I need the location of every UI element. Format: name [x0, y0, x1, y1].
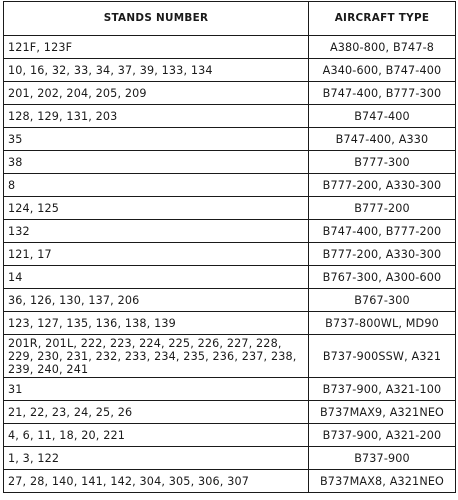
stands-cell: 14	[4, 266, 309, 289]
stands-cell: 201, 202, 204, 205, 209	[4, 82, 309, 105]
aircraft-type-cell: B737-900	[309, 447, 456, 470]
table-row	[4, 289, 456, 312]
table-row	[4, 378, 456, 401]
stands-cell: 10, 16, 32, 33, 34, 37, 39, 133, 134	[4, 59, 309, 82]
aircraft-type-cell: B737-900, A321-100	[309, 378, 456, 401]
stands-cell: 36, 126, 130, 137, 206	[4, 289, 309, 312]
stands-aircraft-table	[3, 1, 456, 493]
table-row	[4, 151, 456, 174]
table-row	[4, 401, 456, 424]
table-row	[4, 266, 456, 289]
aircraft-type-cell: A380-800, B747-8	[309, 36, 456, 59]
aircraft-type-cell: B737MAX9, A321NEO	[309, 401, 456, 424]
aircraft-type-cell: B737-900, A321-200	[309, 424, 456, 447]
stands-cell: 38	[4, 151, 309, 174]
stands-cell: 132	[4, 220, 309, 243]
aircraft-type-cell: B767-300	[309, 289, 456, 312]
table-header	[4, 2, 456, 36]
stands-cell: 27, 28, 140, 141, 142, 304, 305, 306, 307	[4, 470, 309, 493]
table-row	[4, 128, 456, 151]
header-stands-number: STANDS NUMBER	[4, 2, 309, 36]
aircraft-type-cell: B767-300, A300-600	[309, 266, 456, 289]
table-row	[4, 36, 456, 59]
stands-cell: 201R, 201L, 222, 223, 224, 225, 226, 227, 228, 229, 230, 231, 232, 233, 234, 235, 236, 237, 238, 239, 240, 241	[4, 335, 309, 378]
aircraft-type-cell: B747-400, A330	[309, 128, 456, 151]
stands-cell: 4, 6, 11, 18, 20, 221	[4, 424, 309, 447]
aircraft-type-cell: B737-900SSW, A321	[309, 335, 456, 378]
aircraft-type-cell: B777-200	[309, 197, 456, 220]
aircraft-type-cell: A340-600, B747-400	[309, 59, 456, 82]
stands-cell: 128, 129, 131, 203	[4, 105, 309, 128]
aircraft-type-cell: B777-200, A330-300	[309, 243, 456, 266]
stands-cell: 1, 3, 122	[4, 447, 309, 470]
table-row	[4, 59, 456, 82]
stands-cell: 124, 125	[4, 197, 309, 220]
table-row	[4, 243, 456, 266]
header-row	[4, 2, 456, 36]
stands-cell: 121, 17	[4, 243, 309, 266]
stands-cell: 121F, 123F	[4, 36, 309, 59]
stands-cell: 35	[4, 128, 309, 151]
table-row	[4, 424, 456, 447]
aircraft-type-cell: B777-200, A330-300	[309, 174, 456, 197]
table-row	[4, 82, 456, 105]
table-row	[4, 470, 456, 493]
aircraft-type-cell: B737-800WL, MD90	[309, 312, 456, 335]
aircraft-type-cell: B747-400, B777-300	[309, 82, 456, 105]
stands-cell: 8	[4, 174, 309, 197]
table-row	[4, 105, 456, 128]
aircraft-type-cell: B777-300	[309, 151, 456, 174]
header-aircraft-type: AIRCRAFT TYPE	[309, 2, 456, 36]
aircraft-type-cell: B747-400	[309, 105, 456, 128]
stands-cell: 123, 127, 135, 136, 138, 139	[4, 312, 309, 335]
table-body	[4, 36, 456, 493]
table-row	[4, 220, 456, 243]
table-row	[4, 174, 456, 197]
table-row	[4, 312, 456, 335]
aircraft-type-cell: B737MAX8, A321NEO	[309, 470, 456, 493]
stands-cell: 21, 22, 23, 24, 25, 26	[4, 401, 309, 424]
table-row	[4, 197, 456, 220]
stands-cell: 31	[4, 378, 309, 401]
table-row	[4, 335, 456, 378]
aircraft-type-cell: B747-400, B777-200	[309, 220, 456, 243]
table-row	[4, 447, 456, 470]
